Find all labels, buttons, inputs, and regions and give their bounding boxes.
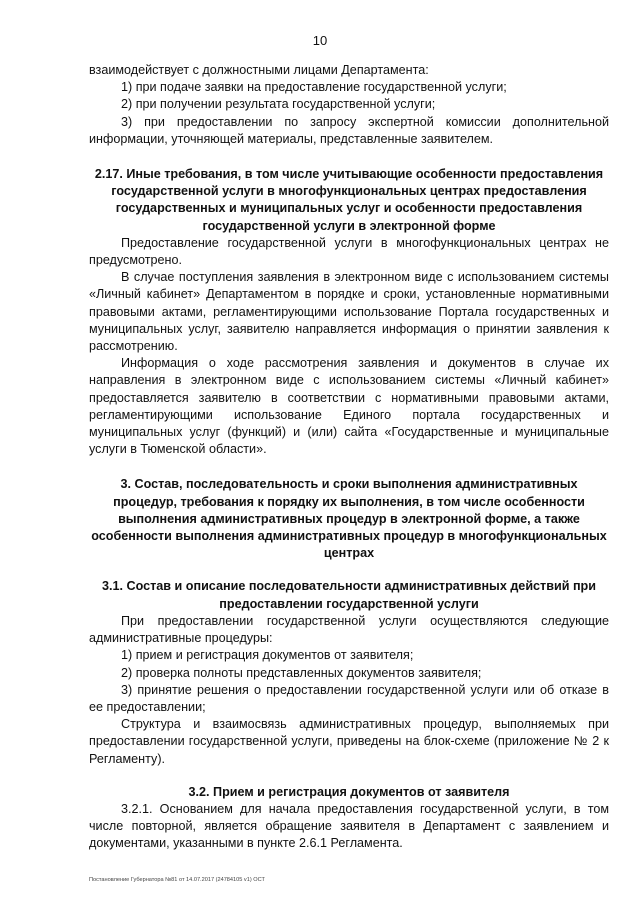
list-item: 2) проверка полноты представленных документов заявителя; <box>121 665 482 680</box>
list-item: 2) при получении результата государственной услуги; <box>121 97 436 112</box>
paragraph: В случае поступления заявления в электронном виде с использованием системы «Личный кабинет» Департаментом в порядке и сроки, установленные нормативными правовыми актами, регламентирующими использование Портала государственных и муниципальных услуг, заявителю направляется информация о принятии заявления к рассмотрению. <box>89 270 609 354</box>
paragraph: Предоставление государственной услуги в многофункциональных центрах не предусмотрено. <box>89 235 609 268</box>
document-body <box>89 62 609 853</box>
paragraph: Структура и взаимосвязь административных процедур, выполняемых при предоставлении государственной услуги, приведены на блок-схеме (приложение № 2 к Регламенту). <box>89 717 609 766</box>
paragraph: Информация о ходе рассмотрения заявления и документов в случае их направления в электронном виде с использованием системы «Личный кабинет» предоставляется заявителю в соответствии с нормативными правовыми актами, регламентирующими использование Единого портала государственных и муниципальных услуг (функций) и (или) сайта «Государственные и муниципальные услуги в Тюменской области». <box>89 356 609 457</box>
subsection-heading: 3.2. Прием и регистрация документов от заявителя <box>188 784 510 799</box>
list-item: 1) при подаче заявки на предоставление государственной услуги; <box>121 80 507 95</box>
footer-note: Постановление Губернатора №81 от 14.07.2017 (24784105 v1) ОСТ <box>89 877 265 883</box>
paragraph: При предоставлении государственной услуги осуществляются следующие административные процедуры: <box>89 613 609 646</box>
list-item: 3) при предоставлении по запросу экспертной комиссии дополнительной информации, уточняющей материалы, представленные заявителем. <box>89 114 609 146</box>
list-item: 3) принятие решения о предоставлении государственной услуги или об отказе в ее предоставлении; <box>89 682 609 714</box>
paragraph: 3.2.1. Основанием для начала предоставления государственной услуги, в том числе повторной, является обращение заявителя в Департамент с заявлением и документами, указанными в пункте 2.6.1 Регламента. <box>89 801 609 851</box>
paragraph: взаимодействует с должностными лицами Департамента: <box>89 63 429 77</box>
list-item: 1) прием и регистрация документов от заявителя; <box>121 648 414 663</box>
subsection-heading: 3.1. Состав и описание последовательности административных действий при предоставлении государственной услуги <box>101 579 596 611</box>
section-heading: 3. Состав, последовательность и сроки выполнения административных процедур, требования к порядку их выполнения, в том числе особенности выполнения административных процедур в электронной форме, а также особенности выполнения административных процедур в многофункциональных центрах <box>91 477 607 561</box>
section-heading: 2.17. Иные требования, в том числе учитывающие особенности предоставления государственной услуги в многофункциональных центрах предоставления государственных и муниципальных услуг и особенности предоставления государственной услуги в электронной форме <box>94 167 604 233</box>
page-number: 10 <box>312 33 328 48</box>
